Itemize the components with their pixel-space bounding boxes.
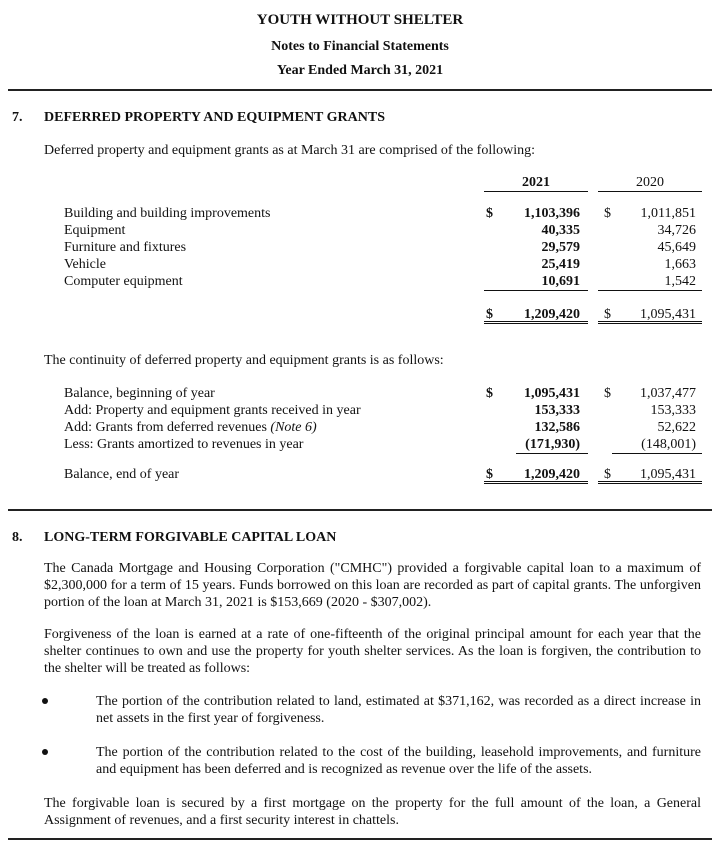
subtotal-rule-2021: [516, 453, 588, 454]
total-2021: 1,209,420: [524, 307, 580, 322]
row-label: Building and building improvements: [64, 206, 271, 221]
row-label: [64, 419, 317, 436]
row-label: Computer equipment: [64, 274, 183, 289]
bullet-icon: [42, 698, 48, 704]
value-2021: 40,335: [541, 223, 580, 238]
row-label: Add: Property and equipment grants received in year: [64, 403, 361, 418]
bullet-icon: [42, 749, 48, 755]
balance-end-2020: 1,095,431: [640, 467, 696, 482]
value-2020: 34,726: [657, 223, 696, 238]
value-2021: 132,586: [534, 420, 580, 435]
statement-subtitle: Notes to Financial Statements: [271, 39, 449, 54]
value-2020: 1,542: [664, 274, 696, 289]
currency-symbol: $: [604, 386, 611, 401]
row-label: Equipment: [64, 223, 126, 238]
note8-number: 8.: [12, 530, 23, 545]
note8-paragraph-2: Forgiveness of the loan is earned at a rate of one-fifteenth of the original principal amount for each year that the shelter continues to own and use the property for youth shelter services. As the loan is forgiven, the contribution to the shelter will be treated as follows:: [44, 627, 701, 676]
footer-divider: [8, 838, 712, 840]
currency-symbol: $: [604, 206, 611, 221]
total-rule-2020: [598, 481, 702, 484]
value-2020: 1,663: [664, 257, 696, 272]
value-2021: 10,691: [541, 274, 580, 289]
col-header-2021: 2021: [484, 174, 588, 192]
bullet-text: The portion of the contribution related to the cost of the building, leasehold improvements, and furniture and equipment has been deferred and is recognized as revenue over the life of the assets.: [96, 745, 701, 777]
value-2020: 1,011,851: [640, 206, 696, 221]
currency-symbol: $: [486, 307, 493, 322]
currency-symbol: $: [604, 467, 611, 482]
value-2020: 52,622: [657, 420, 696, 435]
currency-symbol: $: [604, 307, 611, 322]
org-name: YOUTH WITHOUT SHELTER: [256, 12, 464, 28]
currency-symbol: $: [486, 467, 493, 482]
note7-intro: Deferred property and equipment grants as at March 31 are comprised of the following:: [44, 143, 535, 158]
note8-title: LONG-TERM FORGIVABLE CAPITAL LOAN: [44, 530, 337, 545]
value-2021: 25,419: [541, 257, 580, 272]
currency-symbol: $: [486, 386, 493, 401]
row-label: Less: Grants amortized to revenues in year: [64, 437, 304, 452]
currency-symbol: $: [486, 206, 493, 221]
note8-paragraph-3: The forgivable loan is secured by a first mortgage on the property for the full amount of the loan, a General Assignment of revenues, and a first security interest in chattels.: [44, 796, 701, 828]
total-rule-2021: [484, 321, 588, 324]
balance-end-label: Balance, end of year: [64, 467, 180, 482]
value-2021: 1,103,396: [524, 206, 580, 221]
row-label: Furniture and fixtures: [64, 240, 187, 255]
row-label-text: Add: Grants from deferred revenues: [64, 420, 271, 435]
total-rule-2020: [598, 321, 702, 324]
header-divider: [8, 89, 712, 91]
value-2021: 29,579: [541, 240, 580, 255]
note8-paragraph-1: The Canada Mortgage and Housing Corporation ("CMHC") provided a forgivable capital loan to a maximum of $2,300,000 for a term of 15 years. Funds borrowed on this loan are recorded as part of capital grants. The unforgiven portion of the loan at March 31, 2021 is $153,669 (2020 - $307,002).: [44, 561, 701, 610]
note-reference: (Note 6): [270, 420, 317, 435]
value-2021: (171,930): [525, 437, 580, 452]
row-label: Balance, beginning of year: [64, 386, 215, 401]
subtotal-rule-2020: [598, 290, 702, 291]
value-2020: 45,649: [657, 240, 696, 255]
statement-period: Year Ended March 31, 2021: [276, 63, 444, 78]
continuity-intro: The continuity of deferred property and equipment grants is as follows:: [44, 353, 444, 368]
value-2020: 153,333: [650, 403, 696, 418]
col-header-2020: 2020: [598, 174, 702, 192]
subtotal-rule-2021: [484, 290, 588, 291]
value-2020: (148,001): [641, 437, 696, 452]
total-rule-2021: [484, 481, 588, 484]
note7-number: 7.: [12, 110, 23, 125]
section-divider: [8, 509, 712, 511]
subtotal-rule-2020: [612, 453, 702, 454]
value-2021: 1,095,431: [524, 386, 580, 401]
row-label: Vehicle: [64, 257, 106, 272]
bullet-text: The portion of the contribution related to land, estimated at $371,162, was recorded as a direct increase in net assets in the first year of forgiveness.: [96, 694, 701, 726]
value-2020: 1,037,477: [640, 386, 696, 401]
note7-title: DEFERRED PROPERTY AND EQUIPMENT GRANTS: [44, 110, 385, 125]
total-2020: 1,095,431: [640, 307, 696, 322]
balance-end-2021: 1,209,420: [524, 467, 580, 482]
value-2021: 153,333: [534, 403, 580, 418]
